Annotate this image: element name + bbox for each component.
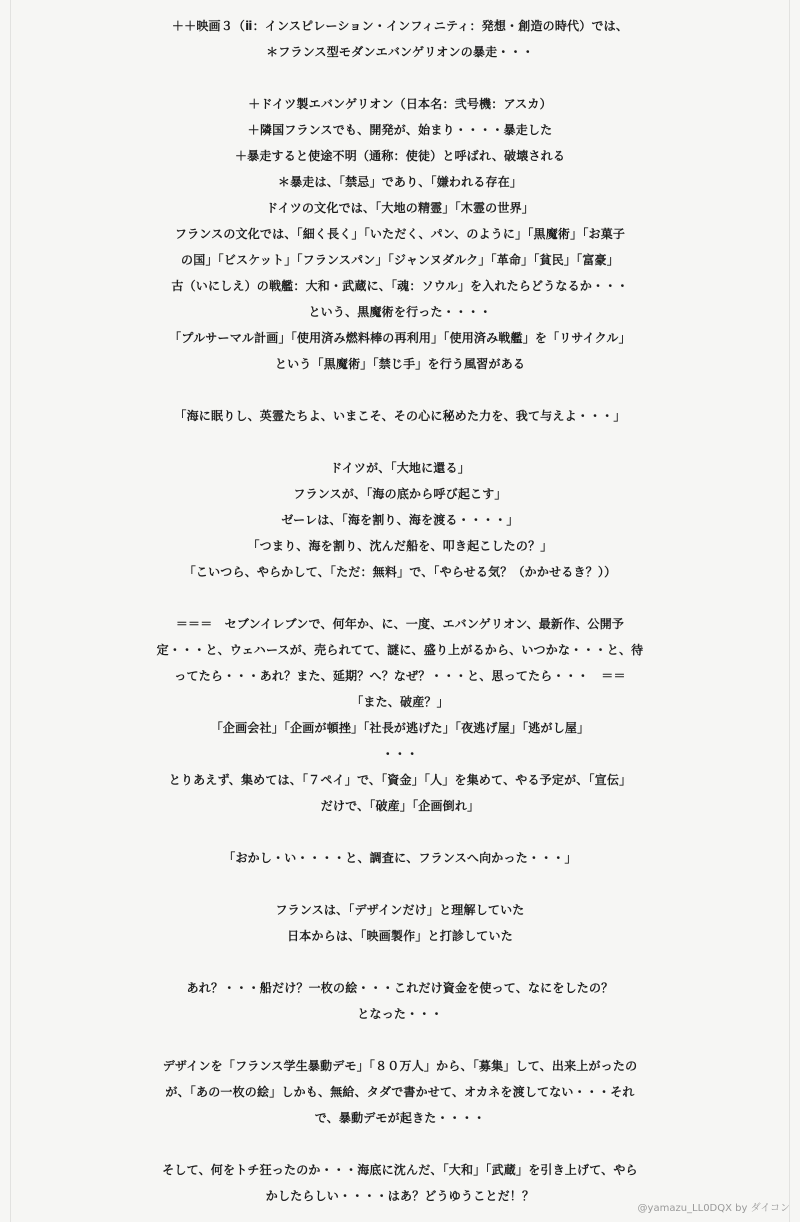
text-line: で、暴動デモが起きた・・・・ bbox=[314, 1111, 486, 1125]
text-line: 「企画会社」「企画が頓挫」「社長が逃げた」「夜逃げ屋」「逃がし屋」 bbox=[210, 721, 590, 735]
blank-line bbox=[11, 871, 789, 897]
text-line: ＝＝＝ セブンイレブンで、何年か、に、一度、エバンゲリオン、最新作、公開予 bbox=[175, 617, 625, 631]
text-line: ゼーレは、「海を割り、海を渡る・・・・」 bbox=[281, 513, 519, 527]
blank-line bbox=[11, 1131, 789, 1157]
text-line: 「つまり、海を割り、沈んだ船を、叩き起こしたの？」 bbox=[247, 539, 553, 553]
text-line: かしたらしい・・・・はあ？どうゆうことだ！？ bbox=[265, 1189, 535, 1203]
text-line: という、黒魔術を行った・・・・ bbox=[308, 305, 492, 319]
text-line: 定・・・と、ウェハースが、売られてて、謎に、盛り上がるから、いつかな・・・と、待 bbox=[156, 643, 644, 657]
text-line: ＋＋映画３（ⅱ：インスピレーション・インフィニティ：発想・創造の時代）では、 bbox=[171, 19, 629, 33]
blank-line bbox=[11, 377, 789, 403]
text-line: あれ？・・・船だけ？一枚の絵・・・これだけ資金を使って、なにをしたの？ bbox=[186, 981, 614, 995]
text-line: とりあえず、集めては、「７ペイ」で、「資金」「人」を集めて、やる予定が、「宣伝」 bbox=[168, 773, 632, 787]
blank-line bbox=[11, 819, 789, 845]
text-line: フランスの文化では、「細く長く」「いただく、パン、のように」「黒魔術」「お菓子 bbox=[174, 227, 626, 241]
watermark: @yamazu_LL0DQX by ダイコン bbox=[637, 1203, 790, 1214]
blank-line bbox=[11, 1027, 789, 1053]
text-line: ＊暴走は、「禁忌」であり、「嫌われる存在」 bbox=[277, 175, 523, 189]
text-line: ＋暴走すると使途不明（通称：使徒）と呼ばれ、破壊される bbox=[234, 149, 566, 163]
blank-line bbox=[11, 429, 789, 455]
text-line: 日本からは、「映画製作」と打診していた bbox=[287, 929, 513, 943]
text-line: が、「あの一枚の絵」しかも、無給、タダで書かせて、オカネを渡してない・・・それ bbox=[165, 1085, 635, 1099]
text-line: 古（いにしえ）の戦艦：大和・武蔵に、「魂：ソウル」を入れたらどうなるか・・・ bbox=[171, 279, 629, 293]
text-line: となった・・・ bbox=[357, 1007, 443, 1021]
text-line: デザインを「フランス学生暴動デモ」「８０万人」から、「募集」して、出来上がったの bbox=[162, 1059, 638, 1073]
text-line: ドイツの文化では、「大地の精霊」「木霊の世界」 bbox=[265, 201, 534, 215]
text-line: 「おかし・い・・・・と、調査に、フランスへ向かった・・・」 bbox=[223, 851, 577, 865]
text-line: 「また、破産？」 bbox=[351, 695, 449, 709]
text-body bbox=[11, 13, 789, 1209]
text-line: フランスは、「デザインだけ」と理解していた bbox=[275, 903, 525, 917]
document-page bbox=[10, 0, 790, 1222]
text-line: ・・・ bbox=[381, 747, 419, 761]
blank-line bbox=[11, 949, 789, 975]
text-line: ＋隣国フランスでも、開発が、始まり・・・・暴走した bbox=[247, 123, 553, 137]
text-line: という「黒魔術」「禁じ手」を行う風習がある bbox=[274, 357, 526, 371]
text-line: ＋ドイツ製エバンゲリオン（日本名：弐号機：アスカ） bbox=[248, 97, 552, 111]
blank-line bbox=[11, 65, 789, 91]
text-line: ＊フランス型モダンエバンゲリオンの暴走・・・ bbox=[266, 45, 534, 59]
text-line: フランスが、「海の底から呼び起こす」 bbox=[293, 487, 507, 501]
text-line: ってたら・・・あれ？また、延期？へ？なぜ？・・・と、思ってたら・・・ ＝＝ bbox=[174, 669, 626, 683]
text-line: ドイツが、「大地に還る」 bbox=[330, 461, 470, 475]
text-line: 「こいつら、やらかして、「ただ：無料」で、「やらせる気？（かかせるき？）） bbox=[183, 565, 617, 579]
text-line: そして、何をトチ狂ったのか・・・海底に沈んだ、「大和」「武蔵」を引き上げて、やら bbox=[162, 1163, 638, 1177]
text-line: 「海に眠りし、英霊たちよ、いまこそ、その心に秘めた力を、我て与えよ・・・」 bbox=[174, 409, 626, 423]
text-line: 「プルサーマル計画」「使用済み燃料棒の再利用」「使用済み戦艦」を「リサイクル」 bbox=[169, 331, 631, 345]
blank-line bbox=[11, 585, 789, 611]
text-line: だけで、「破産」「企画倒れ」 bbox=[320, 799, 480, 813]
text-line: の国」「ビスケット」「フランスパン」「ジャンヌダルク」「革命」「貧民」「富豪」 bbox=[181, 253, 619, 267]
